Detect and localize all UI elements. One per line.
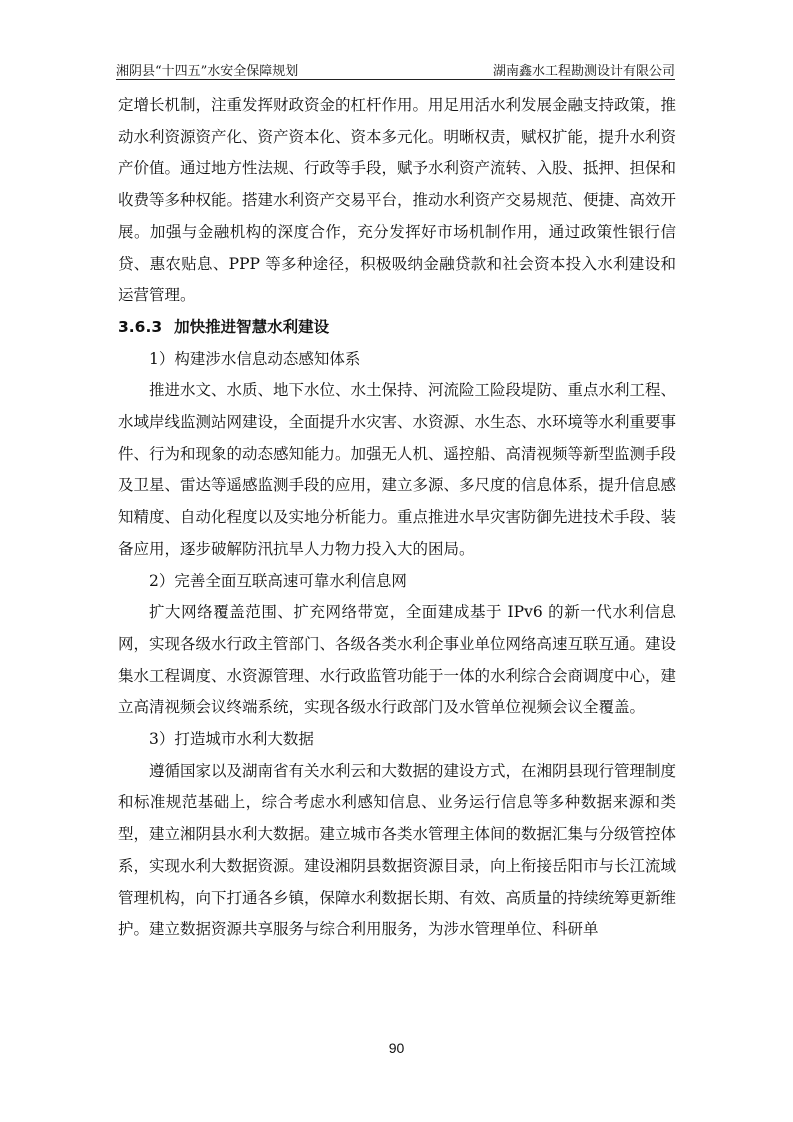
subheading-2: 2）完善全面互联高速可靠水利信息网 xyxy=(149,571,407,590)
page-number: 90 xyxy=(388,1040,405,1056)
paragraph-2: 扩大网络覆盖范围、扩充网络带宽，全面建成基于 IPv6 的新一代水利信息网，实现各级水行政主管部门、各级各类水利企事业单位网络高速互联互通。建设集水工程调度、水资源管理、水行政监管功能于一体的水利综合会商调度中心，建立高清视频会议终端系统，实现各级水行政部门及水管单位视频会议全覆盖。 xyxy=(118,603,677,717)
section-title: 加快推进智慧水利建设 xyxy=(174,317,330,336)
paragraph-3: 遵循国家以及湖南省有关水利云和大数据的建设方式，在湘阴县现行管理制度和标准规范基础上，综合考虑水利感知信息、业务运行信息等多种数据来源和类型，建立湘阴县水利大数据。建立城市各类水管理主体间的数据汇集与分级管控体系，实现水利大数据资源。建设湘阴县数据资源目录，向上衔接岳阳市与长江流域管理机构，向下打通各乡镇，保障水利数据长期、有效、高质量的持续统筹更新维护。建立数据资源共享服务与综合利用服务，为涉水管理单位、科研单 xyxy=(118,761,677,939)
page-header xyxy=(116,55,675,79)
subheading-3: 3）打造城市水利大数据 xyxy=(149,730,314,749)
paragraph-1: 推进水文、水质、地下水位、水土保持、河流险工险段堤防、重点水利工程、水域岸线监测站网建设，全面提升水灾害、水资源、水生态、水环境等水利重要事件、行为和现象的动态感知能力。加强无人机、遥控船、高清视频等新型监测手段及卫星、雷达等遥感监测手段的应用，建立多源、多尺度的信息体系，提升信息感知精度、自动化程度以及实地分析能力。重点推进水旱灾害防御先进技术手段、装备应用，逐步破解防汛抗旱人力物力投入大的困局。 xyxy=(118,381,677,558)
continuation-paragraph: 定增长机制，注重发挥财政资金的杠杆作用。用足用活水利发展金融支持政策，推动水利资源资产化、资产资本化、资本多元化。明晰权责，赋权扩能，提升水利资产价值。通过地方性法规、行政等手段，赋予水利资产流转、入股、抵押、担保和收费等多种权能。搭建水利资产交易平台，推动水利资产交易规范、便捷、高效开展。加强与金融机构的深度合作，充分发挥好市场机制作用，通过政策性银行信贷、惠农贴息、PPP 等多种途径，积极吸纳金融贷款和社会资本投入水利建设和运营管理。 xyxy=(118,96,677,305)
section-heading xyxy=(118,312,676,344)
header-rule xyxy=(116,79,675,80)
header-right-company: 湖南鑫水工程勘测设计有限公司 xyxy=(492,64,675,79)
section-number: 3.6.3 xyxy=(118,317,163,336)
header-left-title: 湘阴县“十四五”水安全保障规划 xyxy=(116,64,299,79)
page-content xyxy=(118,90,676,946)
subheading-1: 1）构建涉水信息动态感知体系 xyxy=(149,349,361,368)
